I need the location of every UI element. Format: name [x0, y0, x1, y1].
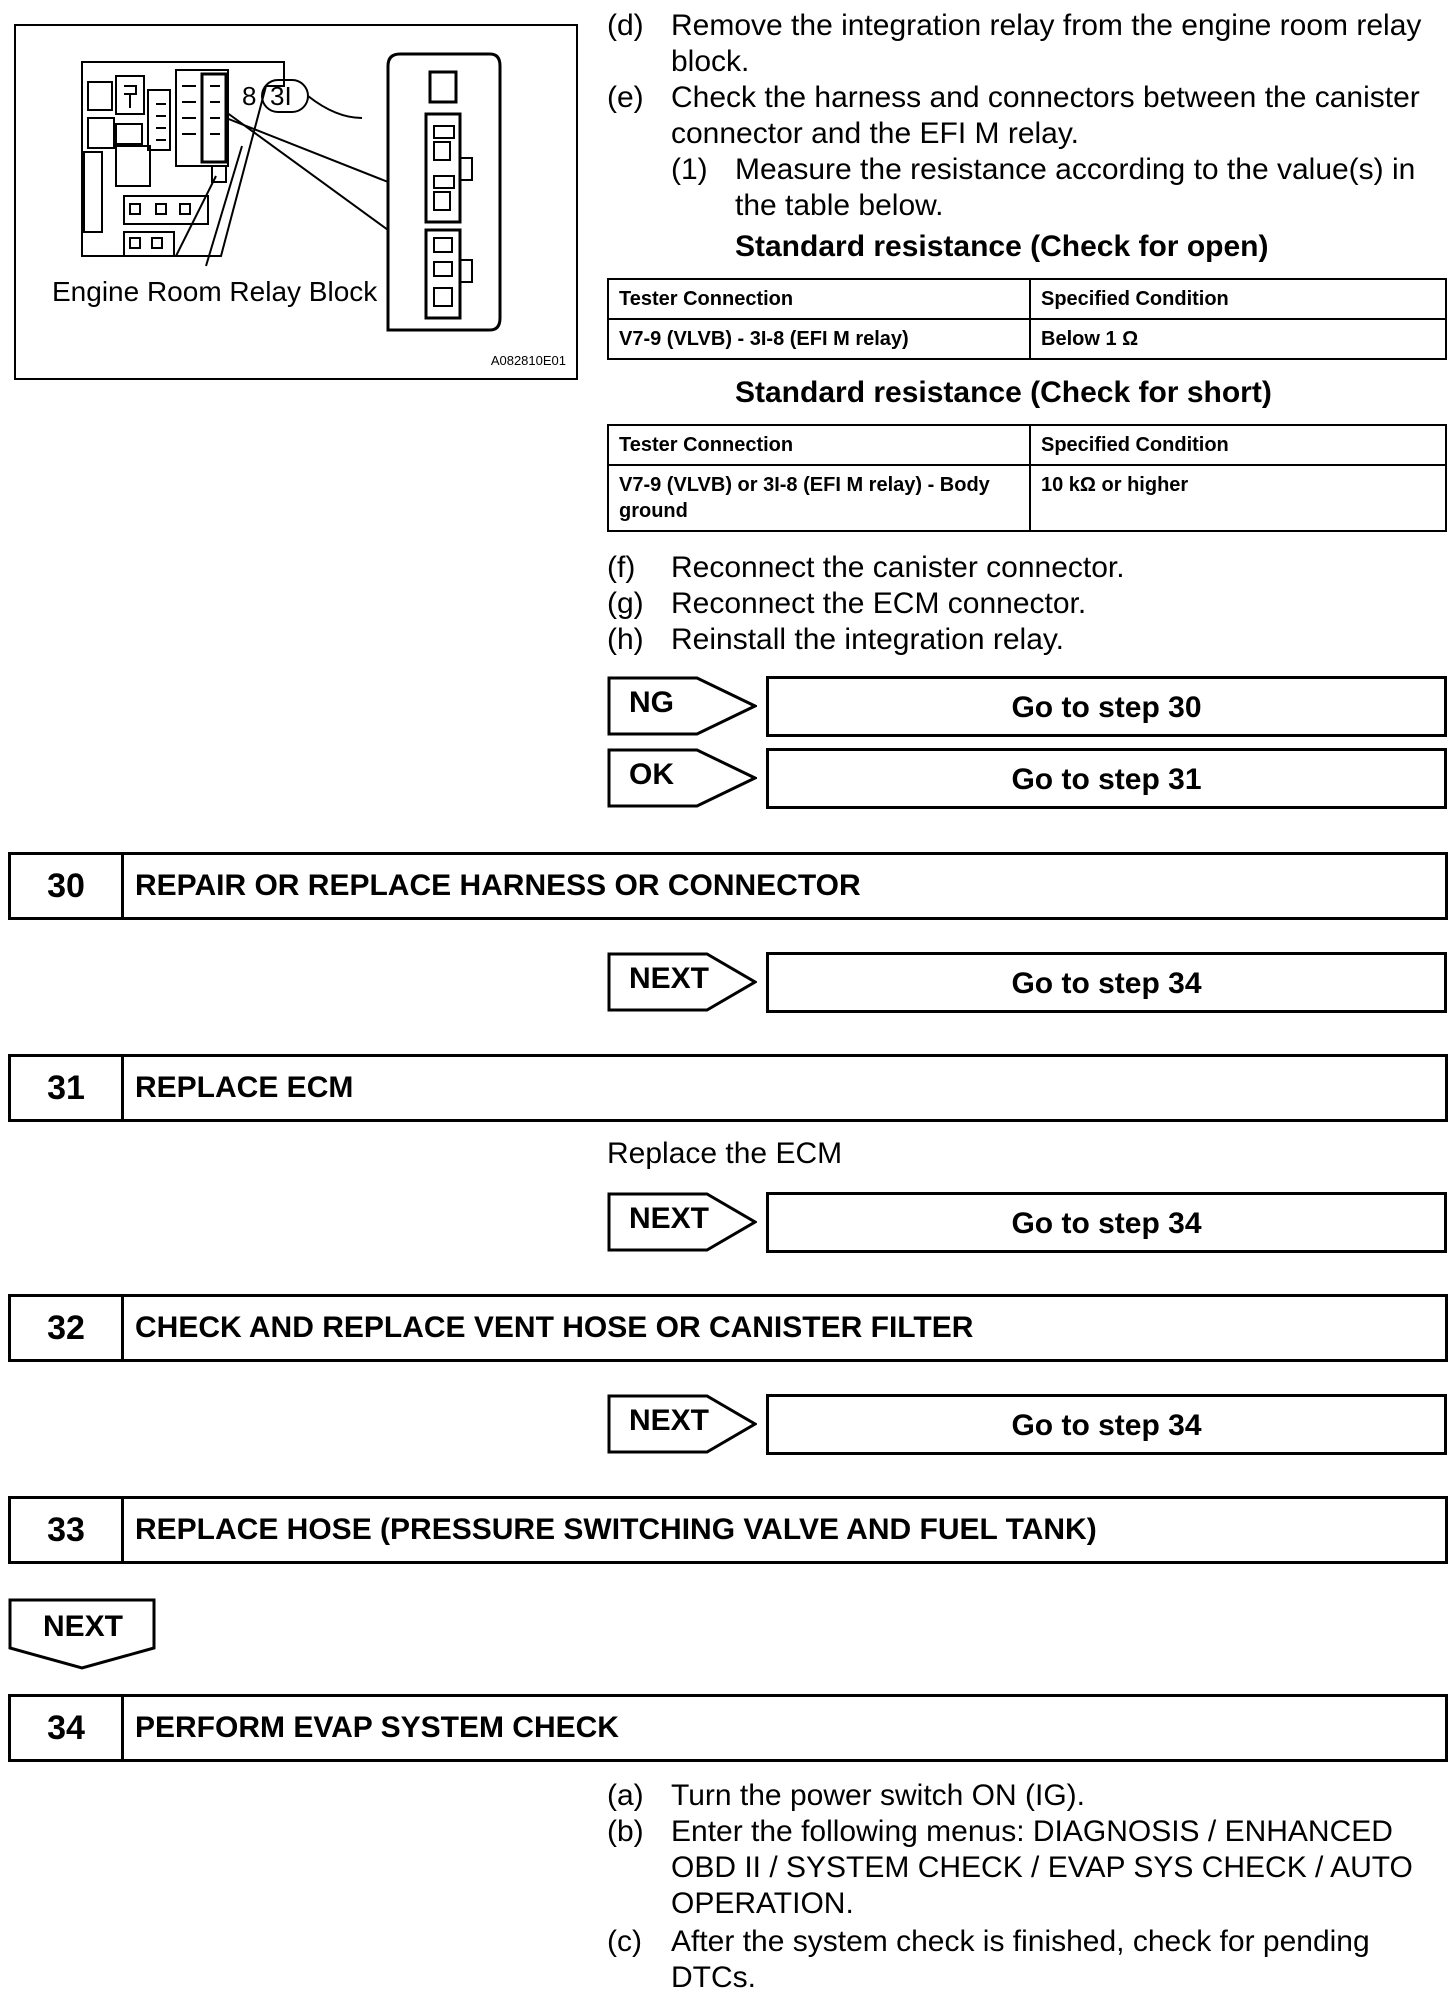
next-arrow-tag [607, 1394, 757, 1454]
step-30-header [8, 852, 1448, 920]
list-item [607, 1814, 1447, 1924]
goto-text: Go to step 34 [1011, 967, 1202, 1000]
item-text: Turn the power switch ON (IG). [671, 1779, 1085, 1812]
item-label: (g) [607, 587, 644, 620]
table-cell: V7-9 (VLVB) or 3I-8 (EFI M relay) - Body ground [608, 465, 1030, 531]
step-number: 31 [11, 1057, 124, 1119]
step-number: 32 [11, 1297, 124, 1359]
item-text: After the system check is finished, check for pending DTCs. [671, 1925, 1370, 1994]
next-label: NEXT [42, 1610, 123, 1643]
item-text: Remove the integration relay from the engine room relay block. [671, 9, 1422, 78]
item-label: (1) [671, 153, 708, 186]
table-header: Specified Condition [1030, 425, 1446, 465]
step-31-note: Replace the ECM [607, 1137, 843, 1170]
ok-label: OK [629, 758, 674, 791]
step-32-header [8, 1294, 1448, 1362]
goto-text: Go to step 34 [1011, 1409, 1202, 1442]
table-cell: 10 kΩ or higher [1030, 465, 1446, 531]
item-text: Reinstall the integration relay. [671, 623, 1064, 656]
table-header: Tester Connection [608, 425, 1030, 465]
next-label: NEXT [629, 962, 710, 995]
short-resistance-table [607, 424, 1447, 532]
figure-id: A082810E01 [490, 353, 566, 368]
table-row [608, 465, 1446, 531]
step-number: 34 [11, 1697, 124, 1759]
table-header-row [608, 425, 1446, 465]
item-label: (h) [607, 623, 644, 656]
step-number: 30 [11, 855, 124, 917]
next-label: NEXT [629, 1404, 710, 1437]
open-resistance-table [607, 278, 1447, 360]
item-text: Enter the following menus: DIAGNOSIS / ENHANCED OBD II / SYSTEM CHECK / EVAP SYS CHECK / AUTO OPERATION. [671, 1815, 1413, 1920]
step-title: REPLACE ECM [135, 1071, 354, 1104]
ok-arrow-tag [607, 748, 757, 808]
figure-caption: Engine Room Relay Block [52, 276, 378, 307]
item-label: (a) [607, 1779, 644, 1812]
table-cell: Below 1 Ω [1030, 319, 1446, 359]
table-row [608, 319, 1446, 359]
connector-code-label: 3I [270, 81, 292, 111]
list-item [671, 152, 1447, 224]
step-31-header [8, 1054, 1448, 1122]
step-title: REPLACE HOSE (PRESSURE SWITCHING VALVE AND FUEL TANK) [135, 1513, 1097, 1546]
item-label: (d) [607, 9, 644, 42]
list-item [607, 586, 1447, 622]
goto-step-34-box[interactable] [766, 952, 1447, 1013]
table-header-row [608, 279, 1446, 319]
list-item [607, 1924, 1447, 1996]
relay-block-figure [14, 24, 578, 380]
goto-text: Go to step 30 [1011, 691, 1202, 724]
next-down-arrow-tag[interactable] [8, 1598, 158, 1670]
item-text: Reconnect the canister connector. [671, 551, 1125, 584]
next-label: NEXT [629, 1202, 710, 1235]
table-cell: V7-9 (VLVB) - 3I-8 (EFI M relay) [608, 319, 1030, 359]
step-34-header [8, 1694, 1448, 1762]
next-arrow-tag [607, 952, 757, 1012]
open-table-title: Standard resistance (Check for open) [735, 230, 1269, 263]
item-label: (e) [607, 81, 644, 114]
item-label: (c) [607, 1925, 642, 1958]
next-arrow-tag [607, 1192, 757, 1252]
list-item [607, 80, 1447, 152]
item-label: (f) [607, 551, 636, 584]
short-table-title: Standard resistance (Check for short) [735, 376, 1272, 409]
ng-label: NG [629, 686, 674, 719]
steps-top [607, 8, 1447, 224]
goto-step-30-box[interactable] [766, 676, 1447, 737]
step-34-items [607, 1778, 1447, 1996]
item-text: Measure the resistance according to the value(s) in the table below. [735, 153, 1416, 222]
step-33-header [8, 1496, 1448, 1564]
item-text: Check the harness and connectors between the canister connector and the EFI M relay. [671, 81, 1420, 150]
ng-arrow-tag [607, 676, 757, 736]
goto-step-34-box[interactable] [766, 1394, 1447, 1455]
table-header: Specified Condition [1030, 279, 1446, 319]
goto-step-31-box[interactable] [766, 748, 1447, 809]
relay-block-diagram [16, 26, 576, 378]
goto-step-34-box[interactable] [766, 1192, 1447, 1253]
item-label: (b) [607, 1815, 644, 1848]
connector-pin-label: 8 [242, 81, 257, 111]
steps-after [607, 550, 1447, 658]
step-title: REPAIR OR REPLACE HARNESS OR CONNECTOR [135, 869, 861, 902]
goto-text: Go to step 34 [1011, 1207, 1202, 1240]
list-item [607, 8, 1447, 80]
list-item [607, 1778, 1447, 1814]
step-title: PERFORM EVAP SYSTEM CHECK [135, 1711, 619, 1744]
step-number: 33 [11, 1499, 124, 1561]
goto-text: Go to step 31 [1011, 763, 1202, 796]
item-text: Reconnect the ECM connector. [671, 587, 1087, 620]
list-item [607, 550, 1447, 586]
list-item [607, 622, 1447, 658]
table-header: Tester Connection [608, 279, 1030, 319]
step-title: CHECK AND REPLACE VENT HOSE OR CANISTER FILTER [135, 1311, 974, 1344]
